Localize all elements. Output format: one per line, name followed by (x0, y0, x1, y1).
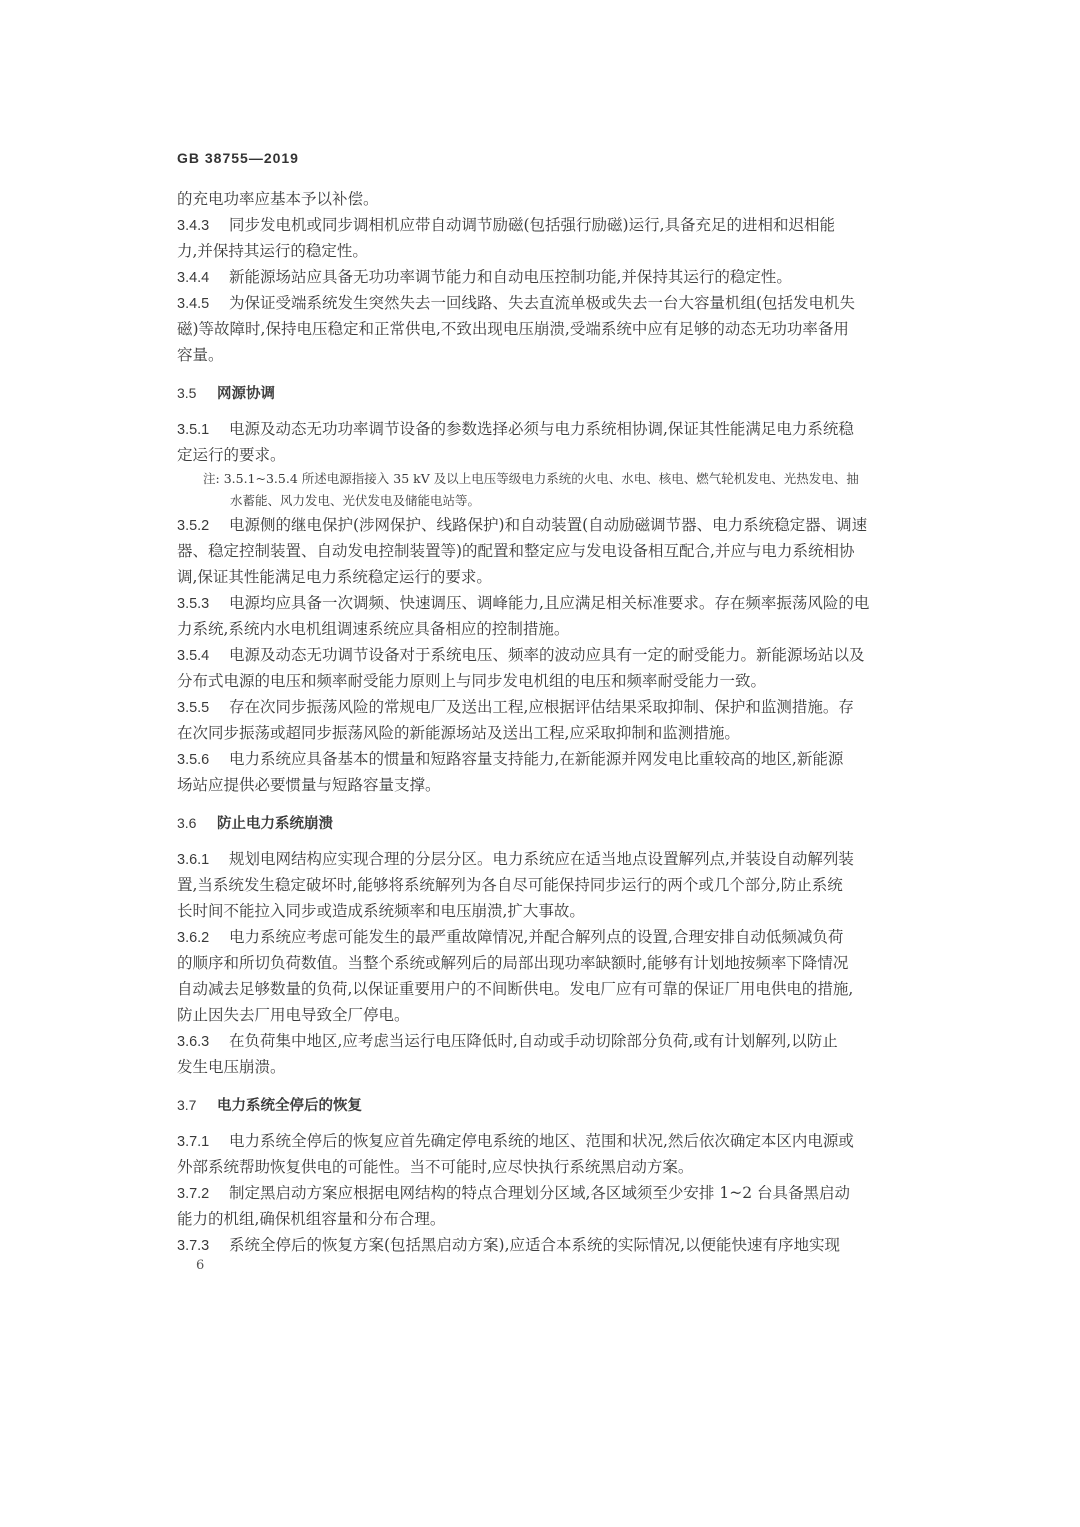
clause-text: 磁)等故障时,保持电压稳定和正常供电,不致出现电压崩溃,受端系统中应有足够的动态无功功率备用 (177, 320, 849, 338)
clause-number: 3.5.5 (177, 700, 210, 716)
section-title: 防止电力系统崩溃 (217, 816, 333, 832)
clause-text: 电源均应具备一次调频、快速调压、调峰能力,且应满足相关标准要求。存在频率振荡风险的电 (229, 594, 870, 612)
clause-text: 防止因失去厂用电导致全厂停电。 (177, 1006, 410, 1024)
clause-text: 电源及动态无功调节设备对于系统电压、频率的波动应具有一定的耐受能力。新能源场站以及 (229, 646, 865, 664)
clause-number: 3.6.3 (177, 1034, 210, 1050)
clause-number: 3.7.2 (177, 1186, 210, 1202)
clause-number: 3.5.3 (177, 596, 210, 612)
page-number: 6 (196, 1258, 205, 1273)
clause-number: 3.4.4 (177, 270, 210, 286)
clause-number: 3.6.2 (177, 930, 210, 946)
clause-line (177, 1128, 900, 1154)
section-number: 3.6 (177, 815, 197, 831)
section-number: 3.5 (177, 385, 197, 401)
clause-text: 电力系统应具备基本的惯量和短路容量支持能力,在新能源并网发电比重较高的地区,新能源 (229, 750, 844, 768)
clause-line (177, 264, 900, 290)
clause-text: 置,当系统发生稳定破坏时,能够将系统解列为各自尽可能保持同步运行的两个或几个部分,防止系统 (177, 876, 843, 894)
clause-line (177, 694, 900, 720)
clause-text: 器、稳定控制装置、自动发电控制装置等)的配置和整定应与发电设备相互配合,并应与电力系统相协 (177, 542, 855, 560)
clause-number: 3.5.2 (177, 518, 210, 534)
clause-line (177, 512, 900, 538)
clause-text: 外部系统帮助恢复供电的可能性。当不可能时,应尽快执行系统黑启动方案。 (177, 1158, 694, 1176)
clause-text: 电力系统应考虑可能发生的最严重故障情况,并配合解列点的设置,合理安排自动低频减负荷 (229, 928, 844, 946)
section-heading-3-7 (177, 1092, 900, 1118)
clause-text: 调,保证其性能满足电力系统稳定运行的要求。 (177, 568, 492, 586)
clause-line (177, 642, 900, 668)
clause-line (177, 590, 900, 616)
clause-number: 3.4.3 (177, 218, 210, 234)
clause-text: 规划电网结构应实现合理的分层分区。电力系统应在适当地点设置解列点,并装设自动解列装 (229, 850, 854, 868)
clause-line (177, 416, 900, 442)
clause-text: 能力的机组,确保机组容量和分布合理。 (177, 1210, 446, 1228)
note-text: 3.5.1~3.5.4 所述电源指接入 35 kV 及以上电压等级电力系统的火电、水电、核电、燃气轮机发电、光热发电、抽 (223, 471, 859, 486)
clause-text: 力系统,系统内水电机组调速系统应具备相应的控制措施。 (177, 620, 570, 638)
section-heading-3-5 (177, 380, 900, 406)
clause-line (177, 924, 900, 950)
clause-text: 容量。 (177, 346, 224, 364)
clause-number: 3.5.6 (177, 752, 210, 768)
clause-text: 定运行的要求。 (177, 446, 286, 464)
section-number: 3.7 (177, 1097, 197, 1113)
note-label: 注: (203, 471, 220, 486)
clause-line (177, 212, 900, 238)
clause-number: 3.5.4 (177, 648, 210, 664)
clause-text: 场站应提供必要惯量与短路容量支撑。 (177, 776, 441, 794)
clause-text: 发生电压崩溃。 (177, 1058, 286, 1076)
clause-text: 自动减去足够数量的负荷,以保证重要用户的不间断供电。发电厂应有可靠的保证厂用电供电的措施, (177, 980, 854, 998)
clause-line (177, 1180, 900, 1206)
clause-number: 3.5.1 (177, 422, 210, 438)
clause-text: 力,并保持其运行的稳定性。 (177, 242, 368, 260)
clause-text: 电源及动态无功功率调节设备的参数选择必须与电力系统相协调,保证其性能满足电力系统稳 (229, 420, 854, 438)
clause-line (177, 746, 900, 772)
clause-text: 电源侧的继电保护(涉网保护、线路保护)和自动装置(自动励磁调节器、电力系统稳定器、调速 (229, 516, 868, 534)
clause-number: 3.7.1 (177, 1134, 210, 1150)
clause-text: 分布式电源的电压和频率耐受能力原则上与同步发电机组的电压和频率耐受能力一致。 (177, 672, 767, 690)
note-text: 水蓄能、风力发电、光伏发电及储能电站等。 (230, 493, 481, 508)
clause-line (177, 846, 900, 872)
clause-text: 新能源场站应具备无功功率调节能力和自动电压控制功能,并保持其运行的稳定性。 (229, 268, 792, 286)
document-body (177, 186, 900, 1258)
clause-text: 长时间不能拉入同步或造成系统频率和电压崩溃,扩大事故。 (177, 902, 585, 920)
standard-number-header: GB 38755—2019 (177, 150, 299, 166)
clause-line (177, 1232, 900, 1258)
clause-text: 在负荷集中地区,应考虑当运行电压降低时,自动或手动切除部分负荷,或有计划解列,以防止 (229, 1032, 838, 1050)
clause-text: 存在次同步振荡风险的常规电厂及送出工程,应根据评估结果采取抑制、保护和监测措施。存 (229, 698, 854, 716)
intro-line: 的充电功率应基本予以补偿。 (177, 190, 379, 208)
clause-text: 制定黑启动方案应根据电网结构的特点合理划分区域,各区域须至少安排 1~2 台具备黑启动 (229, 1184, 850, 1202)
clause-text: 电力系统全停后的恢复应首先确定停电系统的地区、范围和状况,然后依次确定本区内电源或 (229, 1132, 854, 1150)
clause-text: 系统全停后的恢复方案(包括黑启动方案),应适合本系统的实际情况,以便能快速有序地实现 (229, 1236, 840, 1254)
clause-text: 同步发电机或同步调相机应带自动调节励磁(包括强行励磁)运行,具备充足的进相和迟相能 (229, 216, 836, 234)
section-title: 电力系统全停后的恢复 (217, 1098, 362, 1114)
clause-text: 为保证受端系统发生突然失去一回线路、失去直流单极或失去一台大容量机组(包括发电机失 (229, 294, 856, 312)
clause-text: 的顺序和所切负荷数值。当整个系统或解列后的局部出现功率缺额时,能够有计划地按频率下降情况 (177, 954, 849, 972)
clause-number: 3.6.1 (177, 852, 210, 868)
section-heading-3-6 (177, 810, 900, 836)
clause-line (177, 290, 900, 316)
clause-text: 在次同步振荡或超同步振荡风险的新能源场站及送出工程,应采取抑制和监测措施。 (177, 724, 740, 742)
section-title: 网源协调 (217, 386, 275, 402)
clause-line (177, 1028, 900, 1054)
note-line (177, 468, 900, 490)
clause-number: 3.4.5 (177, 296, 210, 312)
clause-number: 3.7.3 (177, 1238, 210, 1254)
